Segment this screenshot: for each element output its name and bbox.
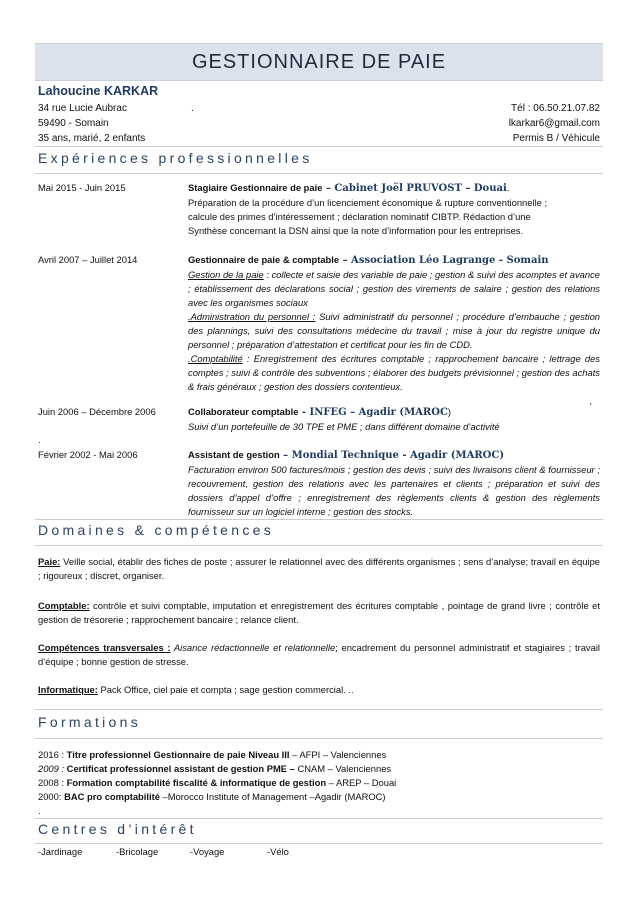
divider [35, 818, 603, 819]
sub-text: : collecte et saisie des variable de paie ; gestion & suivi des acomptes et avance ; établissement des déclarations social ; gestion des virements de salaire ; gestion des relations avec les organismes sociaux [188, 269, 600, 308]
hobbies-list [38, 846, 289, 857]
divider [35, 519, 603, 520]
section-heading-domains: Domaines & compétences [38, 522, 275, 538]
stray-dot: . [38, 805, 41, 816]
domain-label: Comptable: [38, 600, 90, 611]
formation-year: 2009 : [38, 763, 67, 774]
domain-text: Pack Office, ciel paie et compta ; sage gestion commercial. .. [97, 684, 354, 695]
experience-date: Juin 2006 – Décembre 2006 [38, 406, 156, 417]
domain-text: ; encadrement du personnel administratif et stagiaires ; travail d’équipe ; bonne gestion de stresse. [38, 642, 600, 667]
divider [35, 146, 603, 147]
formation-place: – AFPI – Valenciennes [289, 749, 387, 760]
formation-place: CNAM – Valenciennes [297, 763, 392, 774]
experience-org: – Mondial Technique - Agadir (MAROC) [279, 450, 505, 461]
divider [35, 545, 603, 546]
experience-title: Collaborateur comptable [188, 406, 299, 417]
domain-comptable [38, 599, 600, 627]
sub-label: Gestion de la paie [188, 269, 264, 280]
hobby-item: -Voyage [190, 846, 225, 857]
license: Permis B / Véhicule [512, 133, 600, 144]
experience-text: Facturation environ 500 factures/mois ; gestion des devis ; suivi des livraisons client & fournisseur ; recouvrement, gestion des relations avec les partenaires et clients ; préparation et suivi des dossiers d’appel d’offre ; enregistrement des règlements clients & gestion des règlements fournisseur sur un logiciel interne ; gestion des stocks. [188, 464, 600, 517]
formation-item [38, 776, 600, 790]
page-title: GESTIONNAIRE DE PAIE [191, 50, 447, 73]
formation-title: Titre professionnel Gestionnaire de paie Niveau III [66, 749, 290, 760]
formation-item [38, 790, 600, 804]
section-heading-formations: Formations [38, 714, 142, 730]
domain-text: contrôle et suivi comptable, imputation et enregistrement des écritures comptable , pointage de grand livre ; contrôle et gestion de trésorerie ; rapprochement bancaire ; relance client. [38, 600, 600, 625]
personal-info: 35 ans, marié, 2 enfants [38, 133, 146, 144]
hobby-item: -Jardinage [38, 846, 83, 857]
hobby-item: -Vélo [267, 846, 289, 857]
divider [35, 173, 603, 174]
formation-title: Certificat professionnel assistant de gestion PME – [66, 763, 298, 774]
title-banner [35, 43, 603, 81]
domain-label: Compétences transversales : [38, 642, 171, 653]
experience-date: Février 2002 - Mai 2006 [38, 449, 138, 460]
formation-place: – AREP – Douai [326, 777, 397, 788]
divider [35, 738, 603, 739]
email: lkarkar6@gmail.com [508, 118, 600, 129]
org-suffix: . [506, 182, 510, 193]
domain-italic: Aisance rédactionnelle et relationnelle [170, 642, 336, 653]
stray-comma: , [589, 395, 592, 406]
phone: Tél : 06.50.21.07.82 [511, 103, 600, 114]
divider [35, 709, 603, 710]
stray-dot: . [38, 434, 41, 445]
sub-text: : Enregistrement des écritures comptable ; rapprochement bancaire ; lettrage des comptes ; suivi & contrôle des subventions ; élaborer des budgets prévisionnel ; gestion des achats & frais généraux ; gestion des dossiers contentieux. [188, 353, 600, 392]
sub-text: Suivi administratif du personnel ; procédure d’embauche ; gestion des plannings, suivi des consultations médecine du travail ; mise à jour du registre unique du personnel ; préparation d’attestation et certificat pour les fin de CDD. [188, 311, 600, 350]
experience-org: – Association Léo Lagrange - Somain [339, 255, 549, 266]
formations-list [38, 748, 600, 818]
person-name: Lahoucine KARKAR [38, 84, 159, 98]
divider [35, 843, 603, 844]
domain-label: Paie: [38, 556, 61, 567]
domain-label: Informatique: [38, 684, 98, 695]
experience-org: - INFEG – Agadir (MAROC [298, 407, 448, 418]
formation-year: 2000: [38, 791, 65, 802]
domain-informatique [38, 683, 600, 697]
formation-year: 2016 : [38, 749, 67, 760]
formation-year: 2008 : [38, 777, 67, 788]
experience-line: calcule des primes d’intéressement ; déclaration nominatif CIBTP. Rédaction d’une [188, 211, 531, 222]
domain-transversales [38, 641, 600, 669]
experience-line: Préparation de la procédure d’un licenciement économique & rupture conventionnelle ; [188, 197, 548, 208]
experience-title: Assistant de gestion [188, 449, 280, 460]
section-heading-interests: Centres d’intérêt [38, 821, 197, 837]
domain-text: Veille social, établir des fiches de poste ; assurer le relationnel avec des différents organismes ; sens d’analyse; travail en équipe ; rigoureux ; discret, organiser. [38, 556, 600, 581]
city: 59490 - Somain [38, 118, 109, 129]
experience-line: Synthèse concernant la DSN ainsi que la note d’information pour les entreprises. [188, 225, 524, 236]
org-suffix: ) [447, 406, 452, 417]
sub-label: .Administration du personnel : [188, 311, 316, 322]
address: 34 rue Lucie Aubrac [38, 103, 127, 114]
experience-org: – Cabinet Joël PRUVOST – Douai [322, 183, 507, 194]
formation-title: Formation comptabilité fiscalité & informatique de gestion [66, 777, 327, 788]
formation-place: –Morocco Institute of Management –Agadir (MAROC) [159, 791, 386, 802]
contact-block [38, 101, 600, 146]
experience-date: Mai 2015 - Juin 2015 [38, 182, 126, 193]
experience-date: Avril 2007 – Juillet 2014 [38, 254, 138, 265]
experience-title: Gestionnaire de paie & comptable [188, 254, 340, 265]
section-heading-experiences: Expériences professionnelles [38, 150, 313, 166]
hobby-item: -Bricolage [116, 846, 159, 857]
formation-item [38, 762, 600, 776]
contact-dot: . [191, 103, 194, 114]
experience-line: Suivi d’un portefeuille de 30 TPE et PME ; dans différent domaine d’activité [188, 421, 500, 432]
formation-item [38, 748, 600, 762]
sub-label: .Comptabilité [188, 353, 243, 364]
experience-title: Stagiaire Gestionnaire de paie [188, 182, 323, 193]
formation-title: BAC pro comptabilité [64, 791, 160, 802]
domain-paie [38, 555, 600, 583]
